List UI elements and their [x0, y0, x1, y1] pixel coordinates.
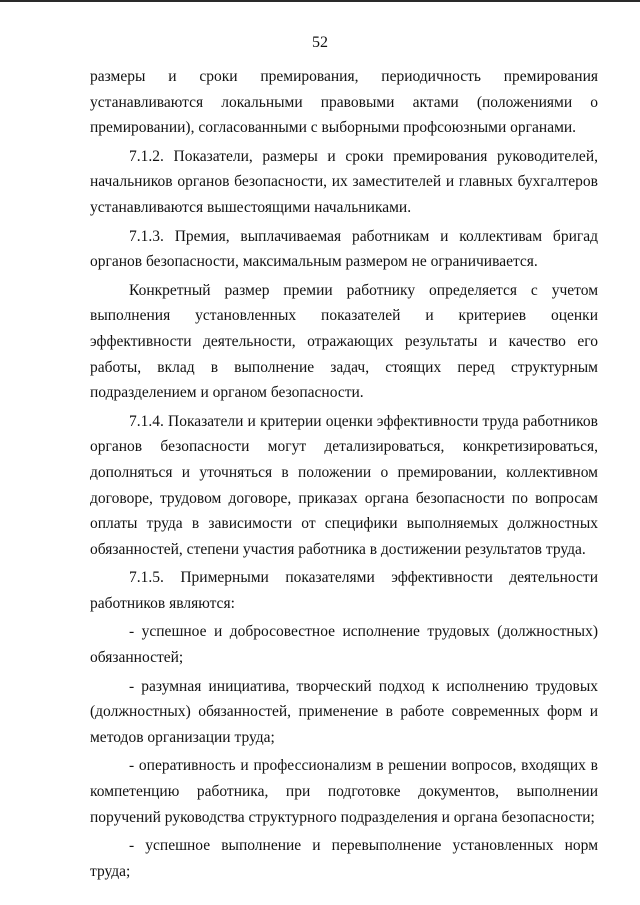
document-body	[90, 64, 598, 884]
paragraph-7-1-4: 7.1.4. Показатели и критерии оценки эффективности труда работников органов безопасности могут детализироваться, конкретизироваться, дополняться и уточняться в положении о премировании, коллективном договоре, трудовом договоре, приказах органа безопасности по вопросам оплаты труда в зависимости от специфики выполняемых должностных обязанностей, степени участия работника в достижении результатов труда.	[90, 412, 598, 558]
paragraph-7-1-2: 7.1.2. Показатели, размеры и сроки премирования руководителей, начальников органов безопасности, их заместителей и главных бухгалтеров устанавливаются вышестоящими начальниками.	[90, 147, 598, 216]
list-item-duties: - успешное и добросовестное исполнение трудовых (должностных) обязанностей;	[90, 623, 598, 667]
paragraph-7-1-5: 7.1.5. Примерными показателями эффективности деятельности работников являются:	[90, 569, 598, 612]
paragraph-specific-premium: Конкретный размер премии работнику определяется с учетом выполнения установленных показателей и критериев оценки эффективности деятельности, отражающих результаты и качество его работы, вклад в выполнение задач, стоящих перед структурным подразделением и органом безопасности.	[90, 281, 598, 402]
paragraph-7-1-3: 7.1.3. Премия, выплачиваемая работникам и коллективам бригад органов безопасности, максимальным размером не ограничивается.	[90, 227, 598, 271]
list-item-initiative: - разумная инициатива, творческий подход к исполнению трудовых (должностных) обязанностей, применение в работе современных форм и методов организации труда;	[90, 677, 598, 746]
list-item-efficiency: - оперативность и профессионализм в решении вопросов, входящих в компетенцию работника, при подготовке документов, выполнении поручений руководства структурного подразделения и органа безопасности;	[90, 757, 598, 826]
page-top-edge	[0, 0, 640, 2]
paragraph-premium-terms: размеры и сроки премирования, периодичность премирования устанавливаются локальными правовыми актами (положениями о премировании), согласованными с выборными профсоюзными органами.	[90, 68, 598, 137]
page-number: 52	[312, 34, 328, 51]
list-item-norms: - успешное выполнение и перевыполнение установленных норм труда;	[90, 837, 598, 880]
